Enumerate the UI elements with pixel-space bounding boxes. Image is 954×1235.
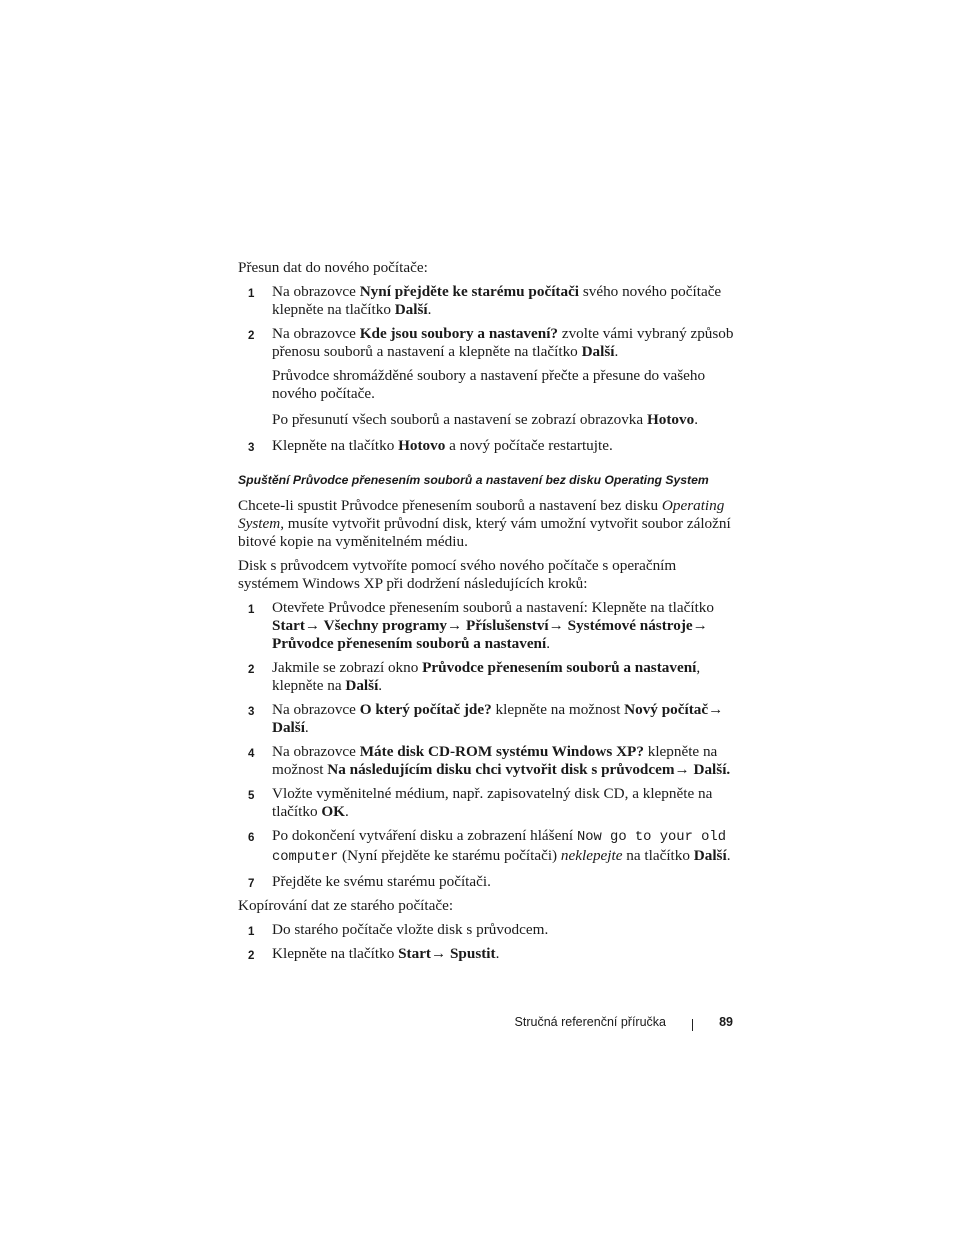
step-number: 3 bbox=[248, 706, 255, 718]
step-number: 6 bbox=[248, 832, 255, 844]
step-number: 2 bbox=[248, 330, 255, 342]
copy-steps bbox=[238, 921, 738, 963]
wizard-disk-steps bbox=[238, 599, 738, 891]
step-number: 5 bbox=[248, 790, 255, 802]
footer-title: Stručná referenční příručka bbox=[514, 1015, 666, 1029]
footer-divider bbox=[692, 1019, 693, 1031]
arrow-icon: → bbox=[692, 617, 708, 634]
page-footer bbox=[0, 1015, 954, 1035]
paragraph: Chcete-li spustit Průvodce přenesením souborů a nastavení bez disku Operating System, musíte vytvořit průvodní disk, který vám umožní vytvořit soubor záložní bitové kopie na vyměnitelném médiu. bbox=[238, 497, 731, 550]
section-heading: Spuštění Průvodce přenesením souborů a nastavení bez disku Operating System bbox=[238, 473, 709, 487]
arrow-icon: → bbox=[548, 617, 564, 634]
intro-text: Kopírování dat ze starého počítače: bbox=[238, 897, 454, 914]
list-item: 1 Do starého počítače vložte disk s průvodcem. bbox=[238, 921, 738, 939]
list-item: 6 Po dokončení vytváření disku a zobrazení hlášení Now go to your old computer (Nyní přejděte ke starému počítači) neklepejte na tlačítko Další. bbox=[248, 827, 731, 865]
page-number: 89 bbox=[719, 1015, 733, 1029]
paragraph: Disk s průvodcem vytvoříte pomocí svého nového počítače s operačním systémem Windows XP při dodržení následujících kroků: bbox=[238, 557, 677, 592]
arrow-icon: → bbox=[431, 945, 447, 962]
step-note: Průvodce shromážděné soubory a nastavení přečte a přesune do vašeho nového počítače. bbox=[272, 367, 706, 402]
list-item: 1 Otevřete Průvodce přenesením souborů a nastavení: Klepněte na tlačítko Start→ Všechny programy→ Příslušenství→ Systémové nástroje→ Průvodce přenesením souborů a nastavení. bbox=[248, 599, 714, 652]
arrow-icon: → bbox=[708, 701, 724, 718]
step-number: 3 bbox=[248, 442, 255, 454]
step-number: 1 bbox=[248, 288, 255, 300]
list-item: 2 Jakmile se zobrazí okno Průvodce přenesením souborů a nastavení, klepněte na Další. bbox=[248, 659, 701, 694]
step-number: 2 bbox=[248, 950, 255, 962]
list-item: 1 Na obrazovce Nyní přejděte ke starému počítači svého nového počítače klepněte na tlačítko Další. bbox=[248, 283, 722, 318]
message-text: Now go to your old computer bbox=[272, 830, 726, 865]
step-number: 7 bbox=[248, 878, 255, 890]
list-item: 2 Na obrazovce Kde jsou soubory a nastavení? zvolte vámi vybraný způsob přenosu souborů a nastavení a klepněte na tlačítko Další. bbox=[248, 325, 734, 360]
step-note: Po přesunutí všech souborů a nastavení se zobrazí obrazovka Hotovo. bbox=[272, 411, 698, 428]
arrow-icon: → bbox=[446, 617, 463, 634]
step-number: 4 bbox=[248, 748, 255, 760]
step-number: 1 bbox=[248, 926, 255, 938]
step-number: 2 bbox=[248, 664, 255, 676]
list-item: 2 Klepněte na tlačítko Start→ Spustit. bbox=[238, 945, 738, 963]
list-item: 3 Klepněte na tlačítko Hotovo a nový počítače restartujte. bbox=[238, 437, 738, 455]
list-item: 5 Vložte vyměnitelné médium, např. zapisovatelný disk CD, a klepněte na tlačítko OK. bbox=[248, 785, 713, 820]
arrow-icon: → bbox=[304, 617, 321, 634]
step-number: 1 bbox=[248, 604, 255, 616]
list-item: 7 Přejděte ke svému starému počítači. bbox=[238, 873, 738, 891]
list-item: 4 Na obrazovce Máte disk CD-ROM systému Windows XP? klepněte na možnost Na následujícím disku chci vytvořit disk s průvodcem→ Další. bbox=[248, 743, 731, 778]
list-item: 3 Na obrazovce O který počítač jde? klepněte na možnost Nový počítač→ Další. bbox=[248, 701, 724, 736]
intro-text: Přesun dat do nového počítače: bbox=[238, 259, 428, 276]
arrow-icon: → bbox=[674, 761, 690, 778]
page-content bbox=[238, 259, 738, 969]
transfer-steps bbox=[238, 283, 738, 455]
